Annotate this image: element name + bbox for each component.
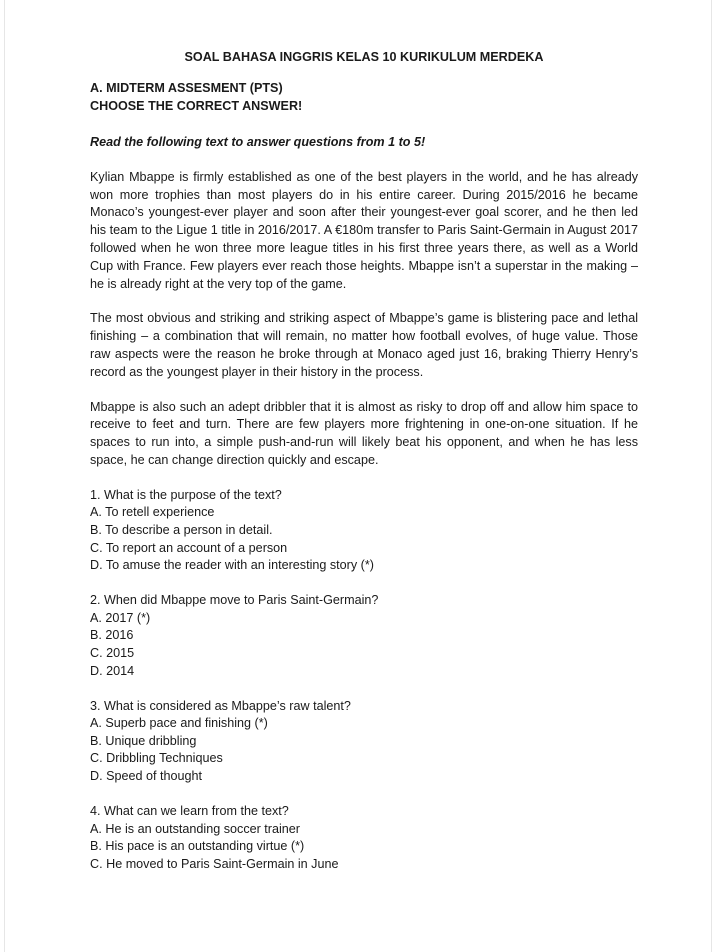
section-header <box>90 80 638 115</box>
answer-option: A. He is an outstanding soccer trainer <box>90 821 301 836</box>
answer-option: C. 2015 <box>90 645 135 660</box>
reading-instruction: Read the following text to answer questions from 1 to 5! <box>90 135 426 150</box>
question-4 <box>90 803 638 873</box>
question-prompt: 1. What is the purpose of the text? <box>90 487 282 502</box>
answer-option: D. To amuse the reader with an interesting story (*) <box>90 558 374 573</box>
answer-option: B. Unique dribbling <box>90 733 197 748</box>
question-2 <box>90 592 638 680</box>
reading-paragraph-1: Kylian Mbappe is firmly established as one of the best players in the world, and he has already won more trophies than most players do in his entire career. During 2015/2016 he became Monaco’s youngest-ever player and soon after their youngest-ever goal scorer, and he then led his team to the Ligue 1 title in 2016/2017. A €180m transfer to Paris Saint-Germain in August 2017 followed when he won three more league titles in his first three years there, as well as a World Cup with France. Few players ever reach those heights. Mbappe isn’t a superstar in the making – he is already right at the very top of the game. <box>90 169 638 291</box>
answer-option: D. 2014 <box>90 663 135 678</box>
answer-option: A. Superb pace and finishing (*) <box>90 716 268 731</box>
document-page <box>4 0 712 952</box>
answer-option: C. To report an account of a person <box>90 540 288 555</box>
section-subheading: CHOOSE THE CORRECT ANSWER! <box>90 98 303 113</box>
answer-option: B. 2016 <box>90 628 134 643</box>
document-title: SOAL BAHASA INGGRIS KELAS 10 KURIKULUM MERDEKA <box>184 50 544 64</box>
answer-option: B. To describe a person in detail. <box>90 522 273 537</box>
reading-paragraph-2: The most obvious and striking and striking aspect of Mbappe’s game is blistering pace and lethal finishing – a combination that will remain, no matter how football evolves, of huge value. Those raw aspects were the reason he broke through at Monaco aged just 16, braking Thierry Henry’s record as the youngest player in their history in the process. <box>90 311 638 379</box>
answer-option: C. He moved to Paris Saint-Germain in June <box>90 856 339 871</box>
answer-option: A. To retell experience <box>90 505 215 520</box>
answer-option: D. Speed of thought <box>90 769 203 784</box>
question-3 <box>90 698 638 786</box>
question-1 <box>90 487 638 575</box>
section-heading: A. MIDTERM ASSESMENT (PTS) <box>90 81 283 95</box>
answer-option: A. 2017 (*) <box>90 610 151 625</box>
question-prompt: 3. What is considered as Mbappe’s raw talent? <box>90 698 351 713</box>
reading-paragraph-3: Mbappe is also such an adept dribbler that it is almost as risky to drop off and allow him space to receive to feet and turn. There are few players more frightening in one-on-one situation. If he spaces to run into, a simple push-and-run will likely beat his opponent, and when he has less space, he can change direction quickly and escape. <box>90 399 638 467</box>
document-content <box>90 48 638 891</box>
answer-option: B. His pace is an outstanding virtue (*) <box>90 839 305 854</box>
question-prompt: 2. When did Mbappe move to Paris Saint-Germain? <box>90 593 379 608</box>
question-prompt: 4. What can we learn from the text? <box>90 804 289 819</box>
answer-option: C. Dribbling Techniques <box>90 751 223 766</box>
